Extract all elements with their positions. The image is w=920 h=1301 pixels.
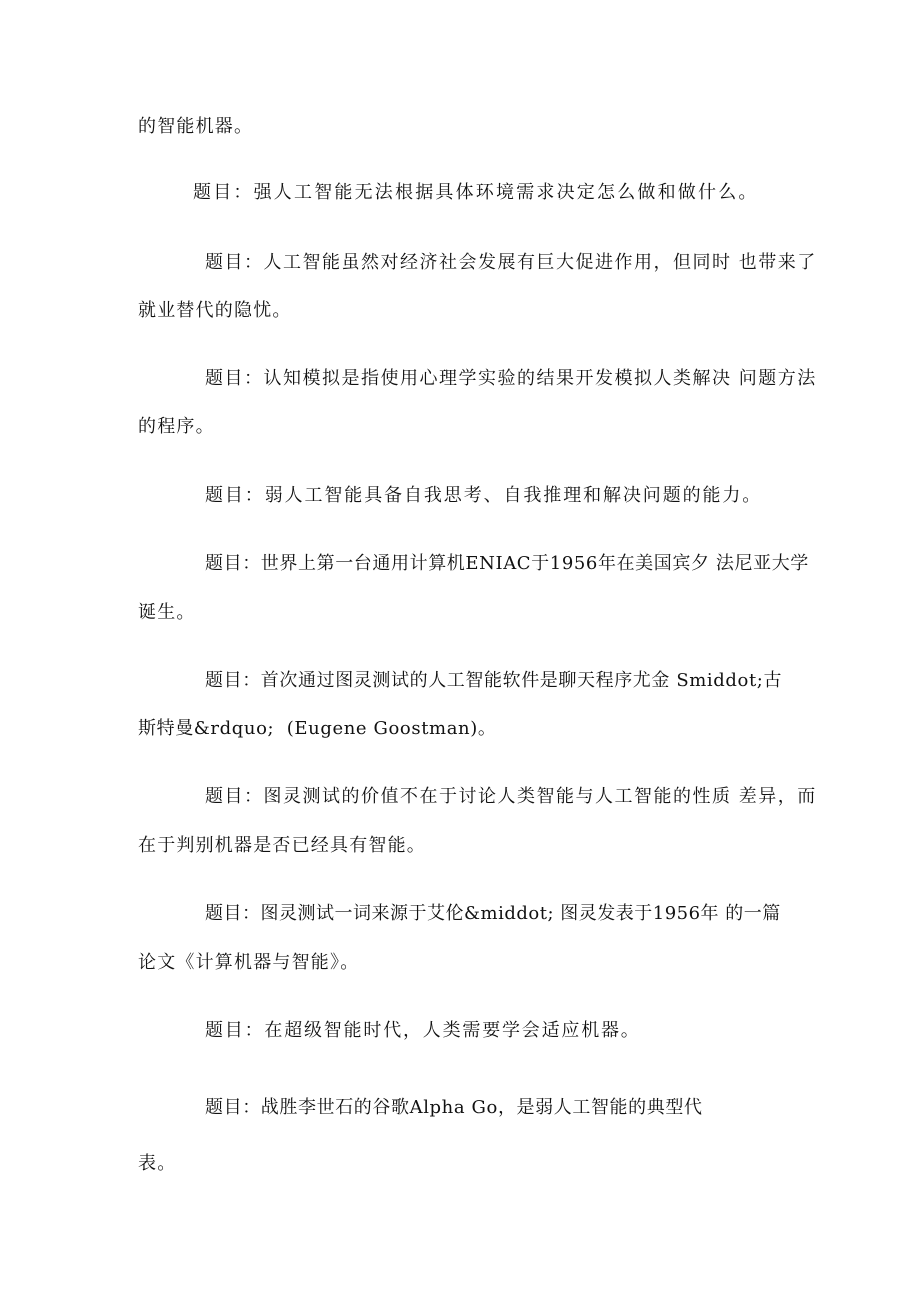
question-line: 题目：人工智能虽然对经济社会发展有巨大促进作用，但同时 也带来了 <box>205 252 817 273</box>
text-line: 表。 <box>138 1153 177 1174</box>
question-line: 题目：战胜李世石的谷歌Alpha Go，是弱人工智能的典型代 <box>205 1097 703 1118</box>
question-line: 题目：弱人工智能具备自我思考、自我推理和解决问题的能力。 <box>205 485 763 506</box>
text-line: 诞生。 <box>138 602 196 623</box>
question-line: 题目：图灵测试的价值不在于讨论人类智能与人工智能的性质 差异，而 <box>205 786 817 807</box>
text-line: 在于判别机器是否已经具有智能。 <box>138 835 426 856</box>
question-line: 题目：世界上第一台通用计算机ENIAC于1956年在美国宾夕 法尼亚大学 <box>205 553 809 574</box>
text-line: 斯特曼&rdquo; (Eugene Goostman)。 <box>138 718 497 739</box>
question-line: 题目：认知模拟是指使用心理学实验的结果开发模拟人类解决 问题方法 <box>205 368 817 389</box>
text-line: 的程序。 <box>138 416 215 437</box>
question-line: 题目：首次通过图灵测试的人工智能软件是聊天程序尤金 Smiddot;古 <box>205 670 783 691</box>
question-line: 题目：在超级智能时代，人类需要学会适应机器。 <box>205 1020 641 1041</box>
text-line: 的智能机器。 <box>138 116 254 137</box>
question-line: 题目：强人工智能无法根据具体环境需求决定怎么做和做什么。 <box>193 182 759 203</box>
text-line: 论文《计算机器与智能》。 <box>138 952 360 973</box>
text-line: 就业替代的隐忧。 <box>138 300 292 321</box>
question-line: 题目：图灵测试一词来源于艾伦&middot; 图灵发表于1956年 的一篇 <box>205 903 781 924</box>
